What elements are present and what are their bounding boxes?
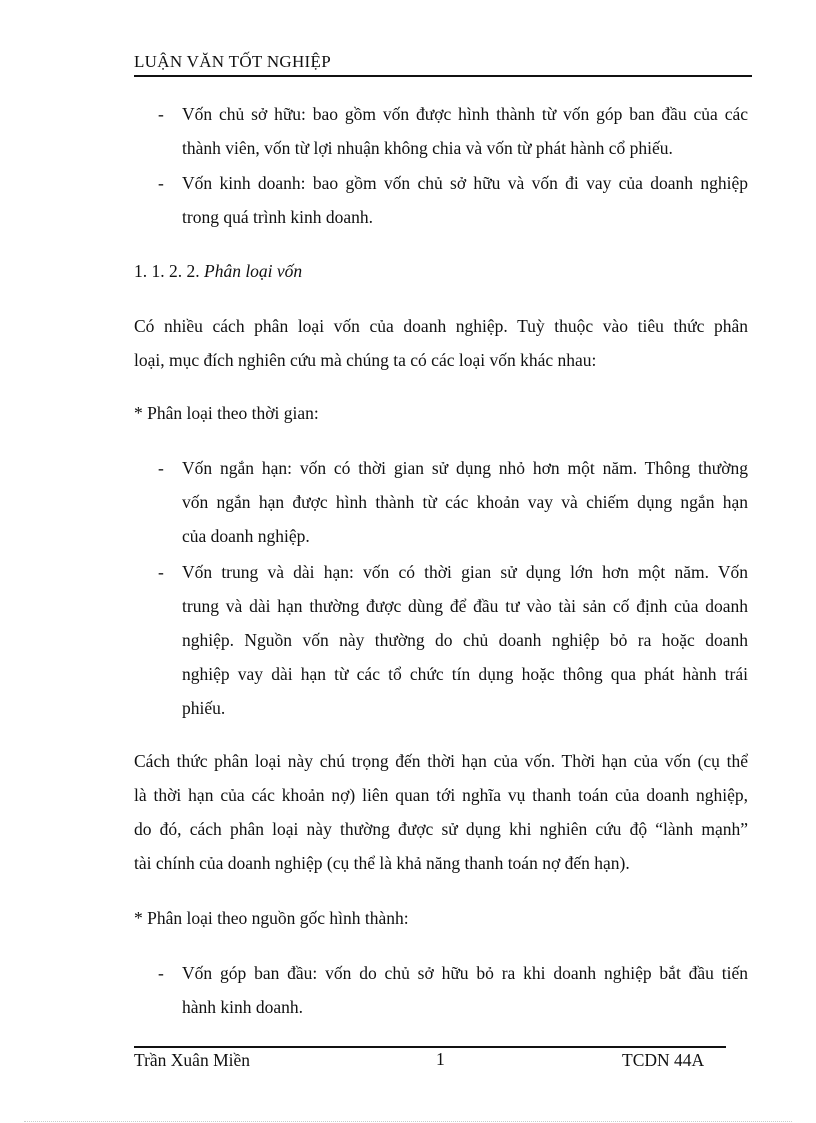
text-line: Có nhiều cách phân loại vốn của doanh nghiệp. Tuỳ thuộc vào tiêu thức phân: [134, 316, 748, 336]
text-line: nghiệp vay dài hạn từ các tổ chức tín dụng hoặc thông qua phát hành trái: [182, 664, 748, 684]
subheading-by-time: * Phân loại theo thời gian:: [134, 403, 319, 423]
text-line: Vốn ngắn hạn: vốn có thời gian sử dụng nhỏ hơn một năm. Thông thường: [182, 458, 748, 478]
bullet-short-term: [182, 451, 748, 553]
bullet-marker: -: [158, 104, 164, 124]
text-line: là thời hạn của các khoản nợ) liên quan tới nghĩa vụ thanh toán của doanh nghiệp,: [134, 785, 748, 805]
text-line: của doanh nghiệp.: [182, 526, 310, 546]
text-line: loại, mục đích nghiên cứu mà chúng ta có các loại vốn khác nhau:: [134, 350, 597, 370]
text-line: Vốn góp ban đầu: vốn do chủ sở hữu bỏ ra khi doanh nghiệp bắt đầu tiến: [182, 963, 748, 983]
text-line: Vốn kinh doanh: bao gồm vốn chủ sở hữu và vốn đi vay của doanh nghiệp: [182, 173, 748, 193]
footer-author: Trần Xuân Miền: [134, 1050, 251, 1070]
text-line: thành viên, vốn từ lợi nhuận không chia và vốn từ phát hành cổ phiếu.: [182, 138, 673, 158]
bullet-marker: -: [158, 458, 164, 478]
text-line: trong quá trình kinh doanh.: [182, 207, 374, 227]
text-line: Vốn chủ sở hữu: bao gồm vốn được hình thành từ vốn góp ban đầu của các: [182, 104, 748, 124]
bullet-business-capital: [182, 166, 748, 234]
text-line: vốn ngắn hạn được hình thành từ các khoản vay và chiếm dụng ngắn hạn: [182, 492, 748, 512]
bullet-owner-capital: [182, 97, 748, 165]
running-header: LUẬN VĂN TỐT NGHIỆP: [134, 52, 331, 71]
bullet-long-term: [182, 555, 748, 725]
section-number: 1. 1. 2. 2.: [134, 261, 200, 281]
footer-class-code: TCDN 44A: [622, 1050, 705, 1070]
page-number: 1: [436, 1049, 445, 1069]
section-heading: [134, 254, 748, 288]
text-line: trung và dài hạn thường được dùng để đầu tư vào tài sản cố định của doanh: [182, 596, 748, 616]
header-rule: [134, 75, 752, 77]
bullet-marker: -: [158, 562, 164, 582]
subheading-by-origin: * Phân loại theo nguồn gốc hình thành:: [134, 908, 409, 928]
section-title: Phân loại vốn: [204, 261, 303, 281]
text-line: phiếu.: [182, 698, 226, 718]
text-line: do đó, cách phân loại này thường được sử dụng khi nghiên cứu độ “lành mạnh”: [134, 819, 748, 839]
classification-paragraph: [134, 744, 748, 880]
text-line: hành kinh doanh.: [182, 997, 304, 1017]
text-line: Vốn trung và dài hạn: vốn có thời gian sử dụng lớn hơn một năm. Vốn: [182, 562, 748, 582]
bullet-marker: -: [158, 963, 164, 983]
page-bottom-edge: [24, 1121, 792, 1122]
text-line: nghiệp. Nguồn vốn này thường do chủ doanh nghiệp bỏ ra hoặc doanh: [182, 630, 748, 650]
bullet-marker: -: [158, 173, 164, 193]
intro-paragraph: [134, 309, 748, 377]
text-line: tài chính của doanh nghiệp (cụ thể là khả năng thanh toán nợ đến hạn).: [134, 853, 630, 873]
footer-rule: [134, 1046, 726, 1048]
text-line: Cách thức phân loại này chú trọng đến thời hạn của vốn. Thời hạn của vốn (cụ thể: [134, 751, 748, 771]
bullet-initial-capital: [182, 956, 748, 1024]
